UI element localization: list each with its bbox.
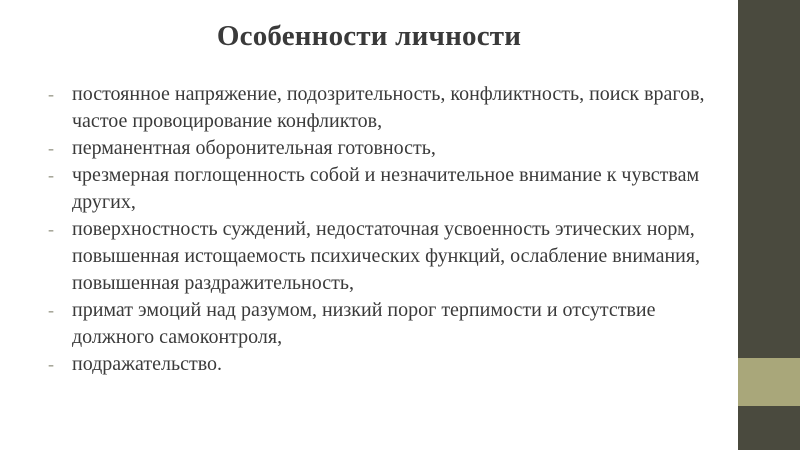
list-item — [48, 216, 708, 297]
list-item-text: подражательство. — [72, 353, 222, 375]
list-item-text: примат эмоций над разумом, низкий порог терпимости и отсутствие должного самоконтроля, — [72, 299, 656, 348]
bullet-list — [48, 81, 708, 378]
decorative-sidebar — [738, 0, 800, 450]
sidebar-accent-block — [738, 358, 800, 406]
sidebar-top-block — [738, 0, 800, 358]
list-item — [48, 135, 708, 162]
bullet-marker: - — [48, 84, 54, 104]
bullet-marker: - — [48, 354, 54, 374]
bullet-marker: - — [48, 219, 54, 239]
sidebar-bottom-block — [738, 406, 800, 450]
bullet-marker: - — [48, 138, 54, 158]
list-item-text: чрезмерная поглощенность собой и незначительное внимание к чувствам других, — [72, 164, 700, 213]
list-item — [48, 351, 708, 378]
bullet-marker: - — [48, 300, 54, 320]
list-item-text: поверхностность суждений, недостаточная усвоенность этических норм, повышенная истощаемость психических функций, ослабление внимания, повышенная раздражительность, — [72, 218, 701, 294]
list-item — [48, 162, 708, 216]
bullet-marker: - — [48, 165, 54, 185]
list-item-text: перманентная оборонительная готовность, — [72, 137, 436, 159]
list-item — [48, 81, 708, 135]
list-item-text: постоянное напряжение, подозрительность, конфликтность, поиск врагов, частое провоцирование конфликтов, — [72, 83, 705, 132]
list-item — [48, 297, 708, 351]
slide-title: Особенности личности — [216, 20, 522, 52]
